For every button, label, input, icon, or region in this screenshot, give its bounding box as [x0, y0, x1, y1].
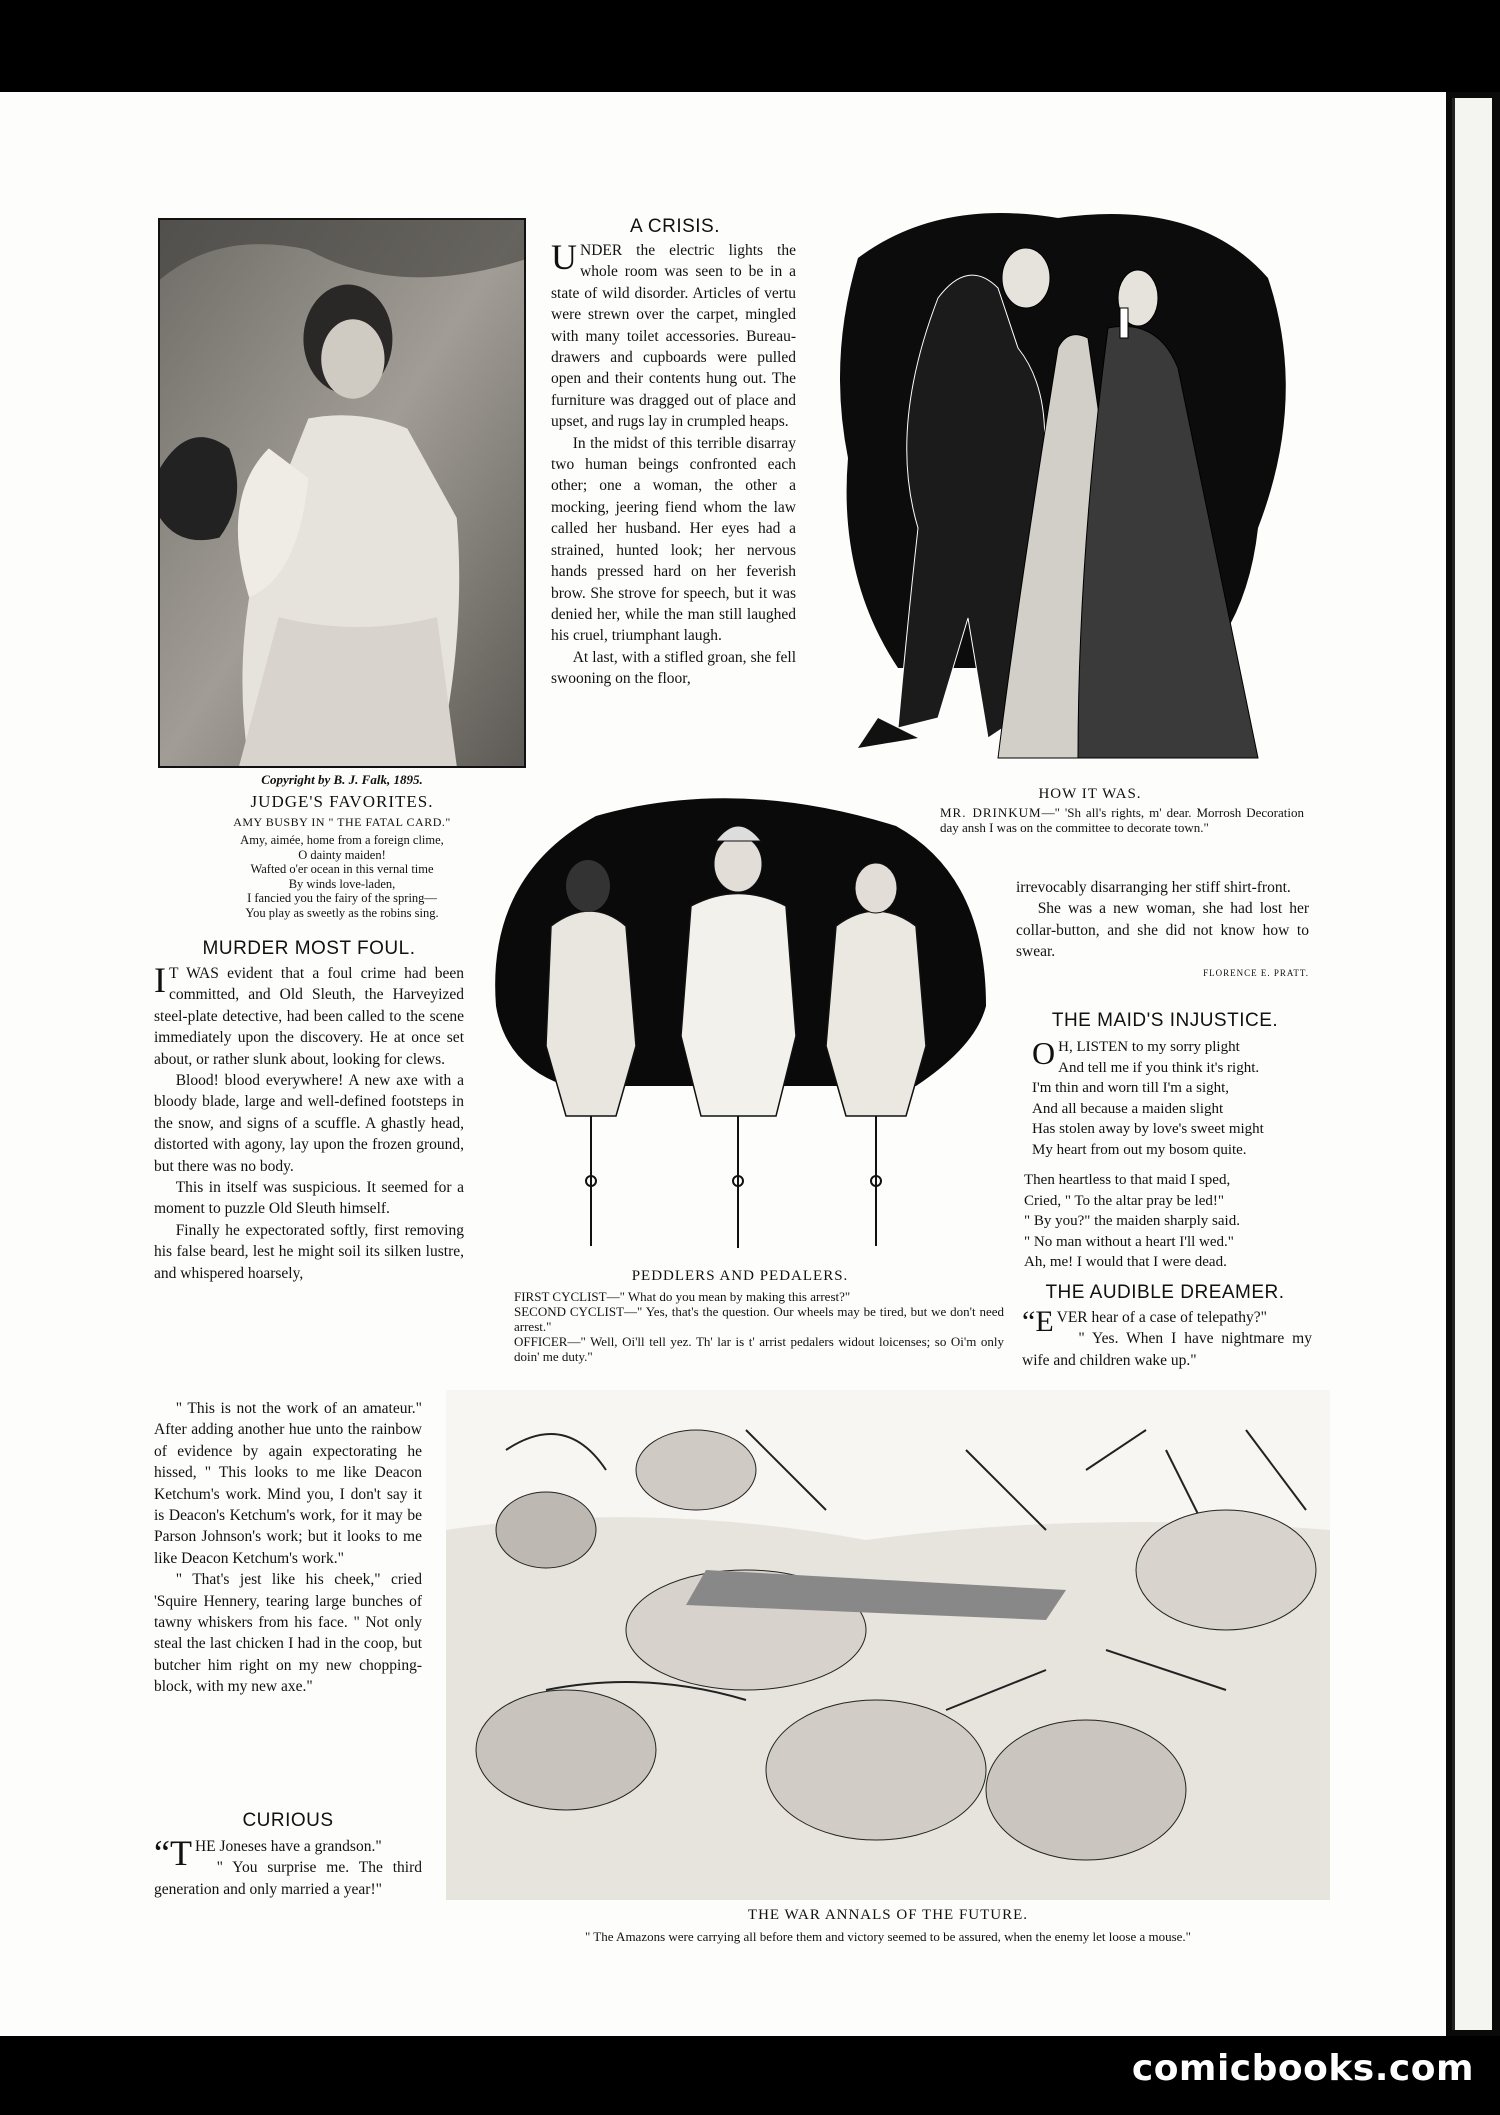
- cyclists-illustration: [476, 786, 1004, 1260]
- poem-line: And all because a maiden slight: [1032, 1100, 1224, 1117]
- curious-title: CURIOUS: [242, 1810, 334, 1831]
- murder-paragraph-1: T WAS evident that a foul crime had been committed, and Old Sleuth, the Harveyized steel-plate detective, had been called to the scene immediately upon the discovery. He at once set about, or rather slunk about, looking for clews.: [154, 965, 464, 1068]
- second-cyclist-line: [514, 1304, 1004, 1334]
- second-cyclist-text: —" Yes, that's the question. Our wheels may be tired, but we don't need arrest.": [514, 1304, 1004, 1334]
- murder-title: MURDER MOST FOUL.: [202, 938, 416, 959]
- actress-photograph: [158, 218, 526, 768]
- audible-dreamer-paragraph-1: VER hear of a case of telepathy?": [1056, 1309, 1267, 1326]
- crisis-paragraph-2: In the midst of this terrible disarray two human beings confronted each other; one a woman, the other a mocking, jeering fiend whom the law called her husband. Her eyes had a strained, hunted look; her nervous hands pressed hard on her feverish brow. She strove for speech, but it was denied her, while the man still laughed his cruel, triumphant laugh.: [551, 434, 796, 645]
- murder-article-continued: [154, 1398, 422, 1698]
- poem-line: My heart from out my bosom quite.: [1032, 1141, 1247, 1158]
- poem-line: Then heartless to that maid I sped,: [1024, 1172, 1231, 1188]
- crisis-paragraph-4: irrevocably disarranging her stiff shirt-front.: [1016, 879, 1291, 896]
- audible-dreamer-dropcap: “E: [1022, 1305, 1054, 1338]
- war-annals-caption: " The Amazons were carrying all before them and victory seemed to be assured, when the enemy let loose a mouse.": [584, 1929, 1191, 1944]
- poem-line: By winds love-laden,: [288, 876, 396, 891]
- first-cyclist-line: [514, 1289, 1004, 1304]
- second-cyclist-speaker: SECOND CYCLIST: [514, 1304, 625, 1319]
- officer-speaker: OFFICER: [514, 1334, 568, 1349]
- curious-paragraph-1: HE Joneses have a grandson.": [194, 1838, 382, 1855]
- next-page-edge: [1452, 98, 1492, 2030]
- judges-favorites-poem: [158, 833, 526, 920]
- poem-line: Ah, me! I would that I were dead.: [1024, 1254, 1227, 1270]
- poem-line: And tell me if you think it's right.: [1058, 1059, 1260, 1076]
- poem-line: Amy, aimée, home from a foreign clime,: [240, 833, 444, 847]
- murder-paragraph-2: Blood! blood everywhere! A new axe with a bloody blade, large and well-defined footsteps in the snow, and signs of a scuffle. A ghastly head, distorted with agony, lay upon the frozen ground, but there was no body.: [154, 1072, 464, 1175]
- audible-dreamer-article: [1022, 1307, 1312, 1371]
- poem-line: Wafted o'er ocean in this vernal time: [250, 862, 434, 876]
- officer-text: —" Well, Oi'll tell yez. Th' lar is t' arrist pedalers widout loicenses; so Oi'm only doin' me duty.": [514, 1334, 1004, 1364]
- poem-line: You play as sweetly as the robins sing.: [245, 905, 439, 920]
- peddlers-caption: [514, 1289, 1004, 1364]
- murder-paragraph-4: Finally he expectorated softly, first removing his false beard, lest he might soil its silken lustre, and whispered hoarsely,: [154, 1221, 464, 1282]
- poem-line: H, LISTEN to my sorry plight: [1058, 1039, 1240, 1055]
- crisis-paragraph-3: At last, with a stifled groan, she fell swooning on the floor,: [551, 648, 796, 688]
- crisis-title: A CRISIS.: [629, 216, 721, 237]
- maids-injustice-poem-stanza-2: [1024, 1170, 1314, 1273]
- war-annals-illustration: [446, 1390, 1330, 1900]
- curious-dropcap: “T: [154, 1833, 192, 1873]
- poem-line: I fancied you the fairy of the spring—: [247, 891, 437, 905]
- poem-line: I'm thin and worn till I'm a sight,: [1032, 1080, 1230, 1096]
- how-it-was-speaker: MR. DRINKUM: [940, 805, 1042, 820]
- judges-favorites-title: JUDGE'S FAVORITES.: [250, 792, 434, 811]
- crisis-article: [551, 237, 796, 690]
- war-annals-title: THE WAR ANNALS OF THE FUTURE.: [747, 1907, 1029, 1923]
- curious-article: [154, 1833, 422, 1900]
- maids-injustice-dropcap: O: [1032, 1035, 1056, 1071]
- audible-dreamer-title: THE AUDIBLE DREAMER.: [1045, 1282, 1285, 1303]
- murder-dropcap: I: [154, 960, 166, 1000]
- how-it-was-text: —" 'Sh all's rights, m' dear. Morrosh Decoration day ansh I was on the committee to decorate town.": [940, 805, 1304, 835]
- maids-injustice-title: THE MAID'S INJUSTICE.: [1051, 1010, 1279, 1031]
- poem-line: " No man without a heart I'll wed.": [1024, 1233, 1234, 1250]
- officer-line: [514, 1334, 1004, 1364]
- poem-line: Has stolen away by love's sweet might: [1032, 1121, 1264, 1137]
- murder-paragraph-3: This in itself was suspicious. It seemed for a moment to puzzle Old Sleuth himself.: [154, 1179, 464, 1218]
- curious-paragraph-2: " You surprise me. The third generation and only married a year!": [154, 1859, 422, 1898]
- murder-paragraph-5: " This is not the work of an amateur." After adding another hue unto the rainbow of evidence by again expectorating he hissed, " This looks to me like Deacon Ketchum's work. Mind you, I don't say it is Deacon's Ketchum's work, for it may be Parson Johnson's work; but it looks to me like Deacon Ketchum's work.": [154, 1400, 422, 1567]
- crisis-continued: [1016, 877, 1309, 984]
- poem-line: O dainty maiden!: [298, 847, 386, 862]
- how-it-was-title: HOW IT WAS.: [1038, 786, 1142, 802]
- poem-line: " By you?" the maiden sharply said.: [1024, 1213, 1240, 1229]
- crisis-paragraph-5: She was a new woman, she had lost her collar-button, and she did not know how to swear.: [1016, 900, 1309, 961]
- audible-dreamer-paragraph-2: " Yes. When I have nightmare my wife and children wake up.": [1022, 1330, 1312, 1369]
- top-scan-border: [0, 0, 1500, 92]
- photo-credit: Copyright by B. J. Falk, 1895.: [261, 772, 423, 787]
- crisis-dropcap: U: [551, 237, 577, 277]
- watermark: comicbooks.com: [1131, 2048, 1474, 2089]
- maids-injustice-poem: [1032, 1037, 1322, 1160]
- crisis-signature: FLORENCE E. PRATT.: [1203, 967, 1309, 978]
- first-cyclist-text: —" What do you mean by making this arrest?": [606, 1289, 851, 1304]
- first-cyclist-speaker: FIRST CYCLIST: [514, 1289, 607, 1304]
- murder-paragraph-6: " That's jest like his cheek," cried 'Squire Hennery, tearing large bunches of tawny whiskers from his face. " Not only steal the last chicken I had in the coop, but butcher him right on my new chopping-block, with my new axe.": [154, 1571, 422, 1696]
- judges-favorites-subtitle: AMY BUSBY IN " THE FATAL CARD.": [233, 815, 451, 829]
- crisis-paragraph-1: NDER the electric lights the whole room was seen to be in a state of wild disorder. Articles of vertu were strewn over the carpet, mingled with many toilet accessories. Bureau-drawers and cupboards were pulled open and their contents hung out. The furniture was dragged out of place and upset, and rugs lay in crumpled heaps.: [551, 242, 796, 431]
- poem-line: Cried, " To the altar pray be led!": [1024, 1192, 1225, 1209]
- how-it-was-illustration: [818, 198, 1298, 776]
- peddlers-title: PEDDLERS AND PEDALERS.: [631, 1268, 849, 1284]
- murder-article: [154, 960, 464, 1284]
